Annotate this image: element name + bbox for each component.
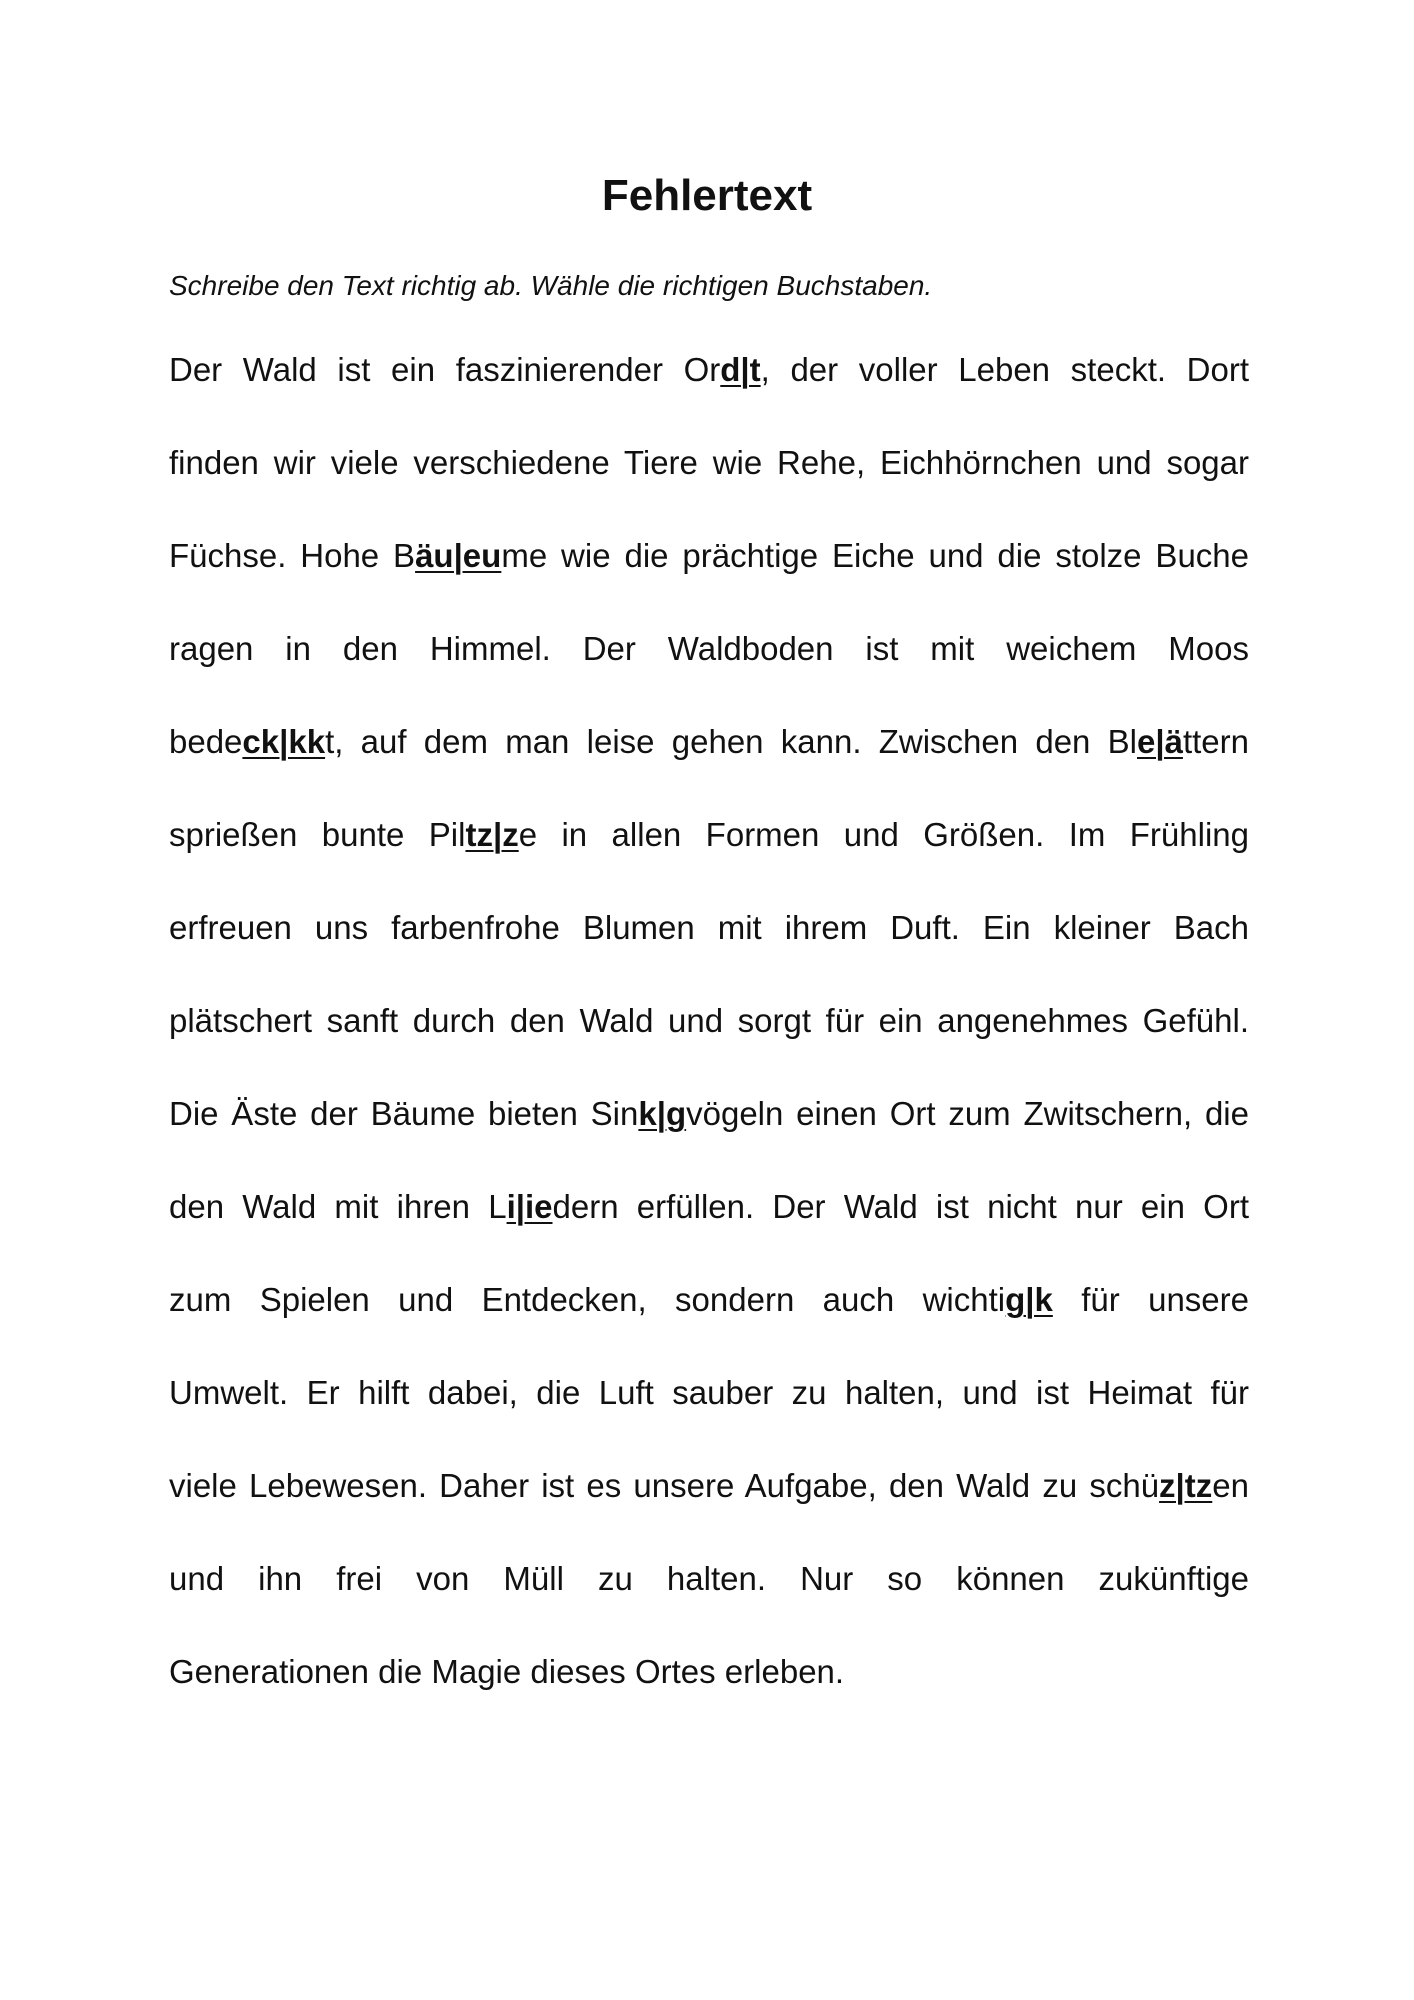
text-line (169, 1274, 1249, 1367)
letter-choice: e|ä (1137, 723, 1183, 760)
text-segment: Die Äste der Bäume bieten Sin (169, 1095, 639, 1132)
text-segment: den Wald mit ihren L (169, 1188, 507, 1225)
text-line (169, 902, 1249, 995)
text-line (169, 344, 1249, 437)
letter-choice: z|tz (1159, 1467, 1213, 1504)
letter-choice: d|t (720, 351, 761, 388)
letter-choice: tz|z (465, 816, 519, 853)
text-segment: finden wir viele verschiedene Tiere wie Rehe, Eichhörnchen und sogar (169, 444, 1249, 481)
letter-choice: äu|eu (415, 537, 502, 574)
instruction-text: Schreibe den Text richtig ab. Wähle die richtigen Buchstaben. (169, 270, 933, 301)
text-line (169, 1553, 1249, 1646)
text-line (169, 716, 1249, 809)
text-segment: bede (169, 723, 243, 760)
text-line (169, 995, 1249, 1088)
text-segment: ttern (1182, 723, 1249, 760)
letter-choice: ck|kk (242, 723, 326, 760)
page-title: Fehlertext (601, 171, 813, 220)
text-line (169, 1646, 1249, 1739)
text-segment: erfreuen uns farbenfrohe Blumen mit ihrem Duft. Ein kleiner Bach (169, 909, 1249, 946)
text-line (169, 1367, 1249, 1460)
text-segment: Der Wald ist ein faszinierender Or (169, 351, 721, 388)
text-segment: Füchse. Hohe B (169, 537, 416, 574)
letter-choice: k|g (638, 1095, 687, 1132)
text-segment: Generationen die Magie dieses Ortes erleben. (169, 1653, 845, 1690)
text-line (169, 530, 1249, 623)
text-segment: dern erfüllen. Der Wald ist nicht nur ein Ort (552, 1188, 1249, 1225)
text-segment: ragen in den Himmel. Der Waldboden ist mit weichem Moos (169, 630, 1249, 667)
letter-choice: i|ie (506, 1188, 553, 1225)
text-segment: sprießen bunte Pil (169, 816, 466, 853)
text-segment: en (1212, 1467, 1249, 1504)
text-line (169, 1460, 1249, 1553)
text-line (169, 437, 1249, 530)
text-segment: e in allen Formen und Größen. Im Frühling (518, 816, 1249, 853)
text-line (169, 1181, 1249, 1274)
letter-choice: g|k (1005, 1281, 1053, 1318)
text-segment: plätschert sanft durch den Wald und sorgt für ein angenehmes Gefühl. (169, 1002, 1249, 1039)
text-line (169, 1088, 1249, 1181)
text-line (169, 623, 1249, 716)
text-segment: für unsere (1052, 1281, 1249, 1318)
text-line (169, 809, 1249, 902)
text-segment: vögeln einen Ort zum Zwitschern, die (686, 1095, 1249, 1132)
text-segment: , der voller Leben steckt. Dort (760, 351, 1249, 388)
text-segment: Umwelt. Er hilft dabei, die Luft sauber zu halten, und ist Heimat für (169, 1374, 1249, 1411)
text-segment: t, auf dem man leise gehen kann. Zwischen den Bl (325, 723, 1137, 760)
text-segment: viele Lebewesen. Daher ist es unsere Aufgabe, den Wald zu schü (169, 1467, 1160, 1504)
text-segment: und ihn frei von Müll zu halten. Nur so können zukünftige (169, 1560, 1249, 1597)
text-segment: me wie die prächtige Eiche und die stolze Buche (501, 537, 1249, 574)
exercise-text (169, 344, 1249, 1739)
text-segment: zum Spielen und Entdecken, sondern auch wichti (169, 1281, 1006, 1318)
